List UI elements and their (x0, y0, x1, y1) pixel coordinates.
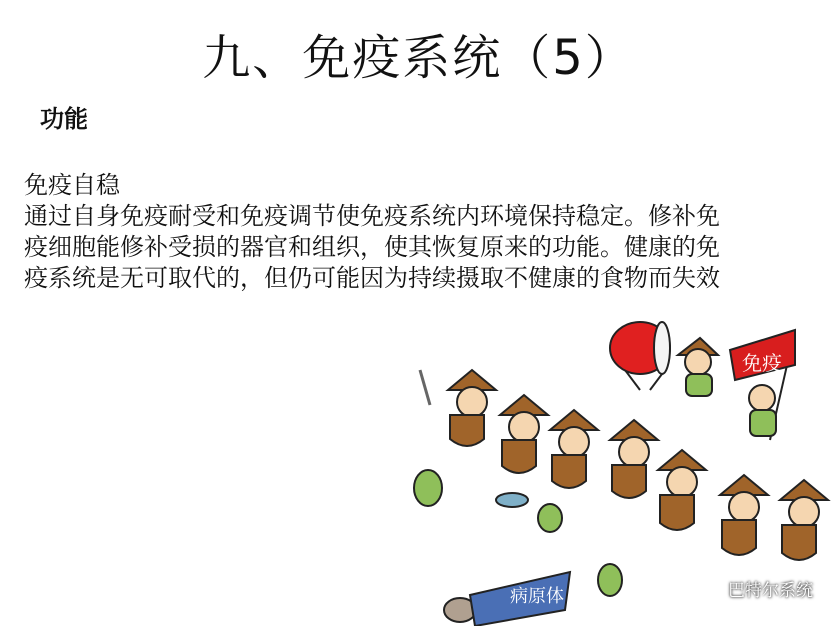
enemy-flag-text: 病原体 (510, 586, 564, 607)
soldier-icon (610, 420, 658, 498)
soldier-icon (420, 370, 496, 446)
soldier-icon (500, 395, 548, 473)
enemy-flag-icon (470, 572, 570, 626)
drummer-soldier-icon (678, 338, 718, 396)
body-line: 通过自身免疫耐受和免疫调节使免疫系统内环境保持稳定。修补免 (24, 202, 720, 230)
wechat-icon (700, 580, 722, 598)
soldier-icon (550, 410, 598, 488)
soldier-icon (780, 480, 828, 560)
watermark-text: 巴特尔系统 (728, 581, 813, 601)
war-drum-icon (610, 322, 670, 390)
body-text (24, 170, 824, 294)
flag-bearer-icon (730, 330, 795, 440)
flag-text: 免疫 (742, 351, 782, 375)
body-line: 疫细胞能修补受损的器官和组织，使其恢复原来的功能。健康的免 (24, 233, 720, 261)
soldier-icon (720, 475, 768, 555)
soldier-icon (658, 450, 706, 530)
section-heading: 功能 (40, 105, 88, 133)
watermark (700, 576, 813, 601)
slide-title: 九、免疫系统（5） (202, 30, 635, 86)
body-line: 疫系统是无可取代的，但仍可能因为持续摄取不健康的食物而失效 (24, 264, 720, 292)
body-line: 免疫自稳 (24, 171, 120, 199)
